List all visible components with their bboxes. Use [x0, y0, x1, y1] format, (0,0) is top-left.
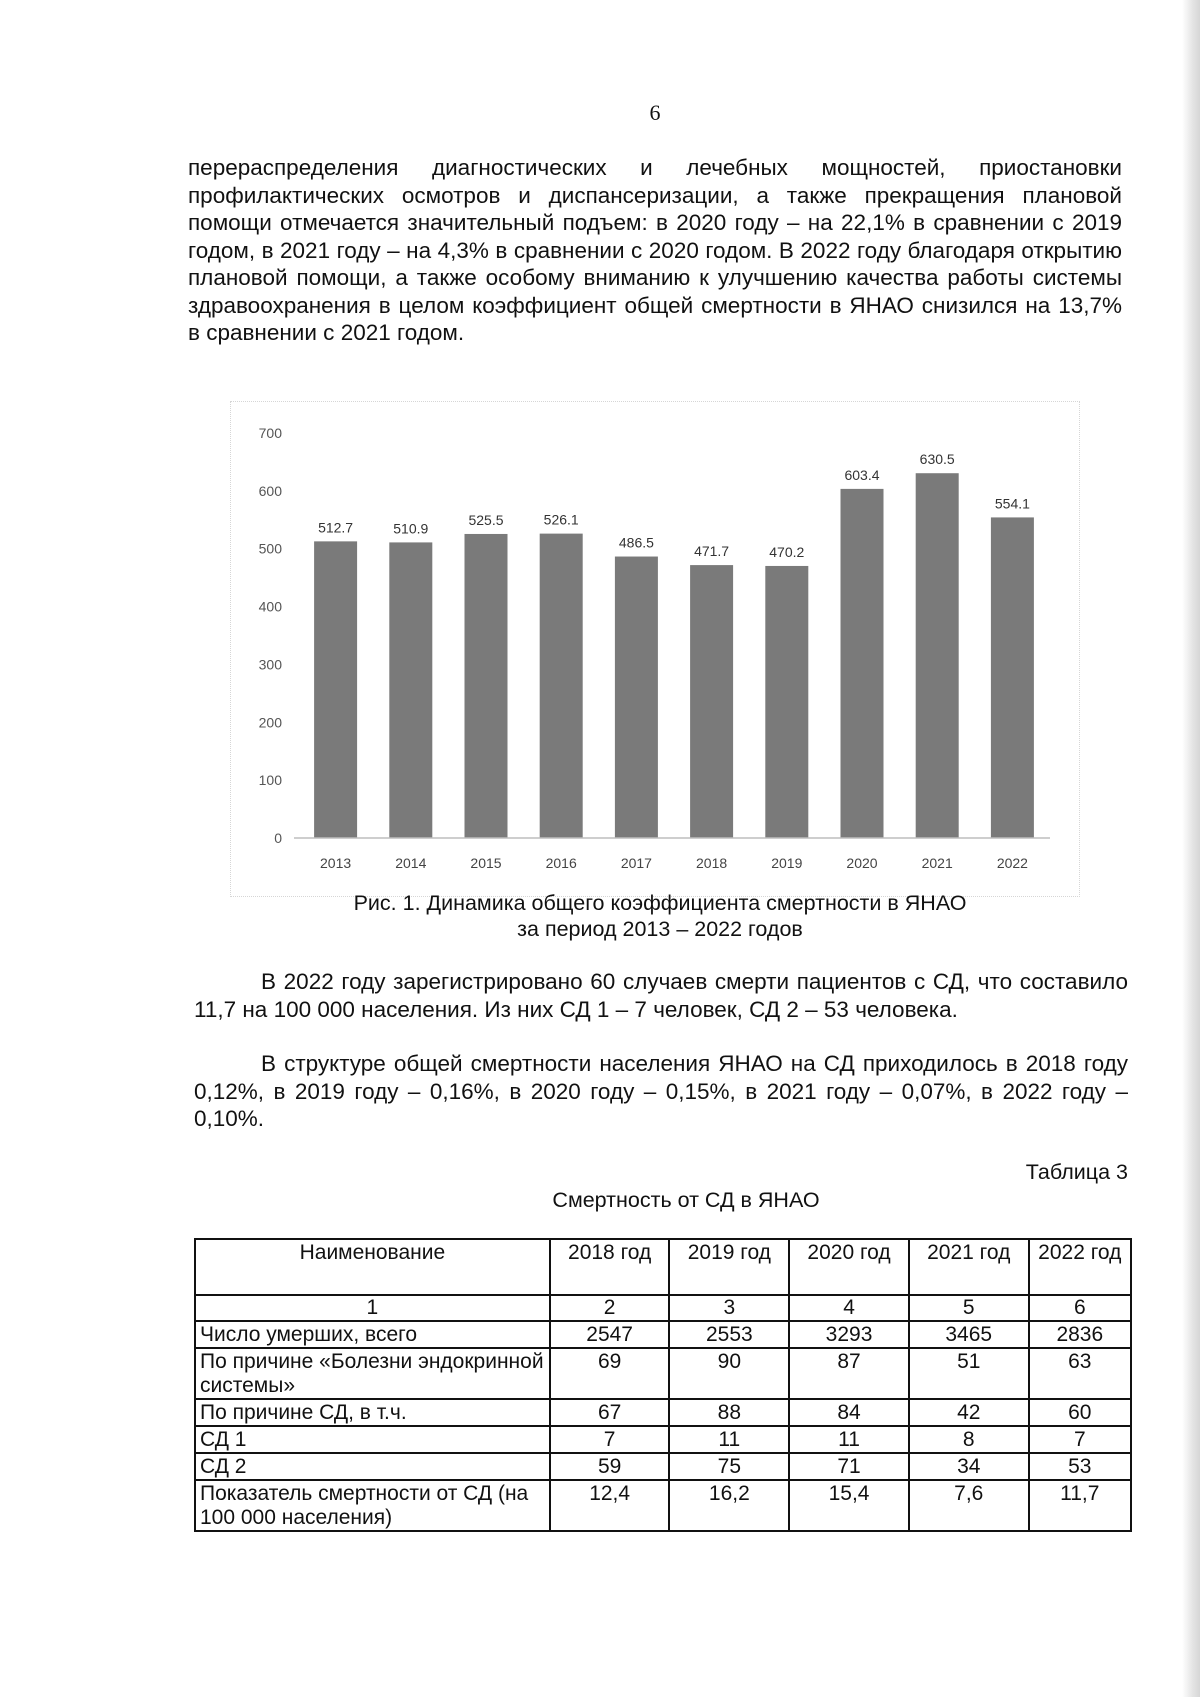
- column-number: 6: [1029, 1295, 1131, 1321]
- table-cell: 53: [1029, 1453, 1131, 1480]
- header-cell-2022: 2022 год: [1029, 1239, 1131, 1295]
- table-cell: 63: [1029, 1348, 1131, 1399]
- bar-value-label: 603.4: [844, 466, 880, 483]
- table-cell: 60: [1029, 1399, 1131, 1426]
- table-cell: 88: [669, 1399, 789, 1426]
- column-number: 3: [669, 1295, 789, 1321]
- row-name: По причине «Болезни эндокринной системы»: [195, 1348, 550, 1399]
- bar-value-label: 510.9: [393, 520, 429, 537]
- page-number: 6: [649, 100, 661, 125]
- x-tick-label: 2022: [996, 855, 1028, 871]
- bar-2016: [540, 534, 583, 838]
- table-cell: 3465: [909, 1321, 1029, 1348]
- bar-2014: [389, 542, 432, 838]
- table-cell: 11: [669, 1426, 789, 1453]
- paragraph-deaths-2022: В 2022 году зарегистрировано 60 случаев смерти пациентов с СД, что составило 11,7 на 100 000 населения. Из них СД 1 – 7 человек, СД 2 – 53 человека.: [194, 969, 1128, 1022]
- table-cell: 75: [669, 1453, 789, 1480]
- paragraph-mortality-structure: В структуре общей смертности населения ЯНАО на СД приходилось в 2018 году 0,12%, в 2019 году – 0,16%, в 2020 году – 0,15%, в 2021 году – 0,07%, в 2022 году – 0,10%.: [194, 1051, 1128, 1131]
- y-tick-label: 100: [258, 772, 282, 789]
- table-cell: 84: [789, 1399, 909, 1426]
- bar-2020: [841, 489, 884, 838]
- table-cell: 34: [909, 1453, 1029, 1480]
- x-tick-label: 2019: [771, 855, 803, 871]
- row-name: СД 1: [195, 1426, 550, 1453]
- bar-value-label: 470.2: [769, 543, 805, 560]
- column-number: 5: [909, 1295, 1029, 1321]
- x-tick-label: 2016: [545, 855, 577, 871]
- bar-2019: [765, 566, 808, 838]
- bar-value-label: 525.5: [468, 511, 504, 528]
- x-tick-label: 2013: [320, 855, 352, 871]
- table-cell: 67: [550, 1399, 670, 1426]
- table-cell: 51: [909, 1348, 1029, 1399]
- page-edge-shadow: [1182, 0, 1200, 1697]
- table-number-label: Таблица 3: [1025, 1160, 1128, 1184]
- table-row: [195, 1453, 1131, 1480]
- x-tick-label: 2014: [395, 855, 427, 871]
- paragraph-mortality-dynamics: перераспределения диагностических и лечебных мощностей, приостановки профилактических осмотров и диспансеризации, а также прекращения плановой помощи отмечается значительный подъем: в 2020 году – на 22,1% в сравнении с 2019 годом, в 2021 году – на 4,3% в сравнении с 2020 годом. В 2022 году благодаря открытию плановой помощи, а также особому вниманию к улучшению качества работы системы здравоохранения в целом коэффициент общей смертности в ЯНАО снизился на 13,7% в сравнении с 2021 годом.: [188, 155, 1122, 345]
- table-cell: 16,2: [669, 1480, 789, 1531]
- table-cell: 59: [550, 1453, 670, 1480]
- header-cell-name: Наименование: [195, 1239, 550, 1295]
- table-cell: 69: [550, 1348, 670, 1399]
- table-row: [195, 1426, 1131, 1453]
- table-cell: 2547: [550, 1321, 670, 1348]
- x-tick-label: 2018: [696, 855, 728, 871]
- bar-2017: [615, 557, 658, 838]
- x-tick-label: 2021: [921, 855, 953, 871]
- column-number: 1: [195, 1295, 550, 1321]
- header-cell-2018: 2018 год: [550, 1239, 670, 1295]
- table-cell: 7,6: [909, 1480, 1029, 1531]
- bar-2021: [916, 473, 959, 838]
- header-cell-2019: 2019 год: [669, 1239, 789, 1295]
- y-tick-label: 400: [258, 598, 282, 615]
- table-cell: 12,4: [550, 1480, 670, 1531]
- table-cell: 11: [789, 1426, 909, 1453]
- bar-value-label: 526.1: [543, 511, 579, 528]
- y-tick-label: 300: [258, 656, 282, 673]
- y-tick-label: 500: [258, 540, 282, 557]
- bar-value-label: 630.5: [919, 451, 955, 468]
- bar-value-label: 471.7: [694, 543, 730, 560]
- header-cell-2020: 2020 год: [789, 1239, 909, 1295]
- bar-2022: [991, 517, 1034, 838]
- table-cell: 3293: [789, 1321, 909, 1348]
- table-row: [195, 1348, 1131, 1399]
- table-cell: 8: [909, 1426, 1029, 1453]
- mortality-bar-chart: [230, 401, 1078, 895]
- x-axis-ticks: [320, 855, 1028, 871]
- table-row: [195, 1399, 1131, 1426]
- table-row: [195, 1480, 1131, 1531]
- table-cell: 11,7: [1029, 1480, 1131, 1531]
- row-name: СД 2: [195, 1453, 550, 1480]
- figure-caption: [300, 890, 1020, 942]
- table-cell: 2553: [669, 1321, 789, 1348]
- row-name: По причине СД, в т.ч.: [195, 1399, 550, 1426]
- bar-2015: [465, 534, 508, 838]
- row-name: Показатель смертности от СД (на 100 000 населения): [195, 1480, 550, 1531]
- table-cell: 2836: [1029, 1321, 1131, 1348]
- y-axis-ticks: [259, 425, 283, 846]
- table-cell: 7: [550, 1426, 670, 1453]
- bar-value-label: 486.5: [618, 534, 654, 551]
- table-cell: 90: [669, 1348, 789, 1399]
- y-tick-label: 600: [258, 482, 282, 499]
- table-cell: 15,4: [789, 1480, 909, 1531]
- y-tick-label: 700: [258, 425, 282, 441]
- table-title: Смертность от СД в ЯНАО: [552, 1188, 820, 1212]
- table-cell: 42: [909, 1399, 1029, 1426]
- y-tick-label: 0: [274, 830, 282, 846]
- header-cell-2021: 2021 год: [909, 1239, 1029, 1295]
- figure-caption-line-2: за период 2013 – 2022 годов: [517, 917, 803, 941]
- table-cell: 87: [789, 1348, 909, 1399]
- diabetes-mortality-table: [194, 1238, 1132, 1532]
- y-tick-label: 200: [258, 714, 282, 731]
- figure-caption-line-1: Рис. 1. Динамика общего коэффициента смертности в ЯНАО: [353, 891, 967, 915]
- bar-2018: [690, 565, 733, 838]
- table-header-row: [195, 1239, 1131, 1295]
- bar-value-label: 554.1: [994, 495, 1030, 512]
- x-tick-label: 2015: [470, 855, 502, 871]
- bar-2013: [314, 541, 357, 838]
- table-row: [195, 1321, 1131, 1348]
- x-tick-label: 2020: [846, 855, 878, 871]
- bar-value-label: 512.7: [318, 519, 354, 536]
- x-tick-label: 2017: [620, 855, 652, 871]
- column-number: 4: [789, 1295, 909, 1321]
- table-cell: 7: [1029, 1426, 1131, 1453]
- table-column-number-row: [195, 1295, 1131, 1321]
- column-number: 2: [550, 1295, 670, 1321]
- row-name: Число умерших, всего: [195, 1321, 550, 1348]
- table-cell: 71: [789, 1453, 909, 1480]
